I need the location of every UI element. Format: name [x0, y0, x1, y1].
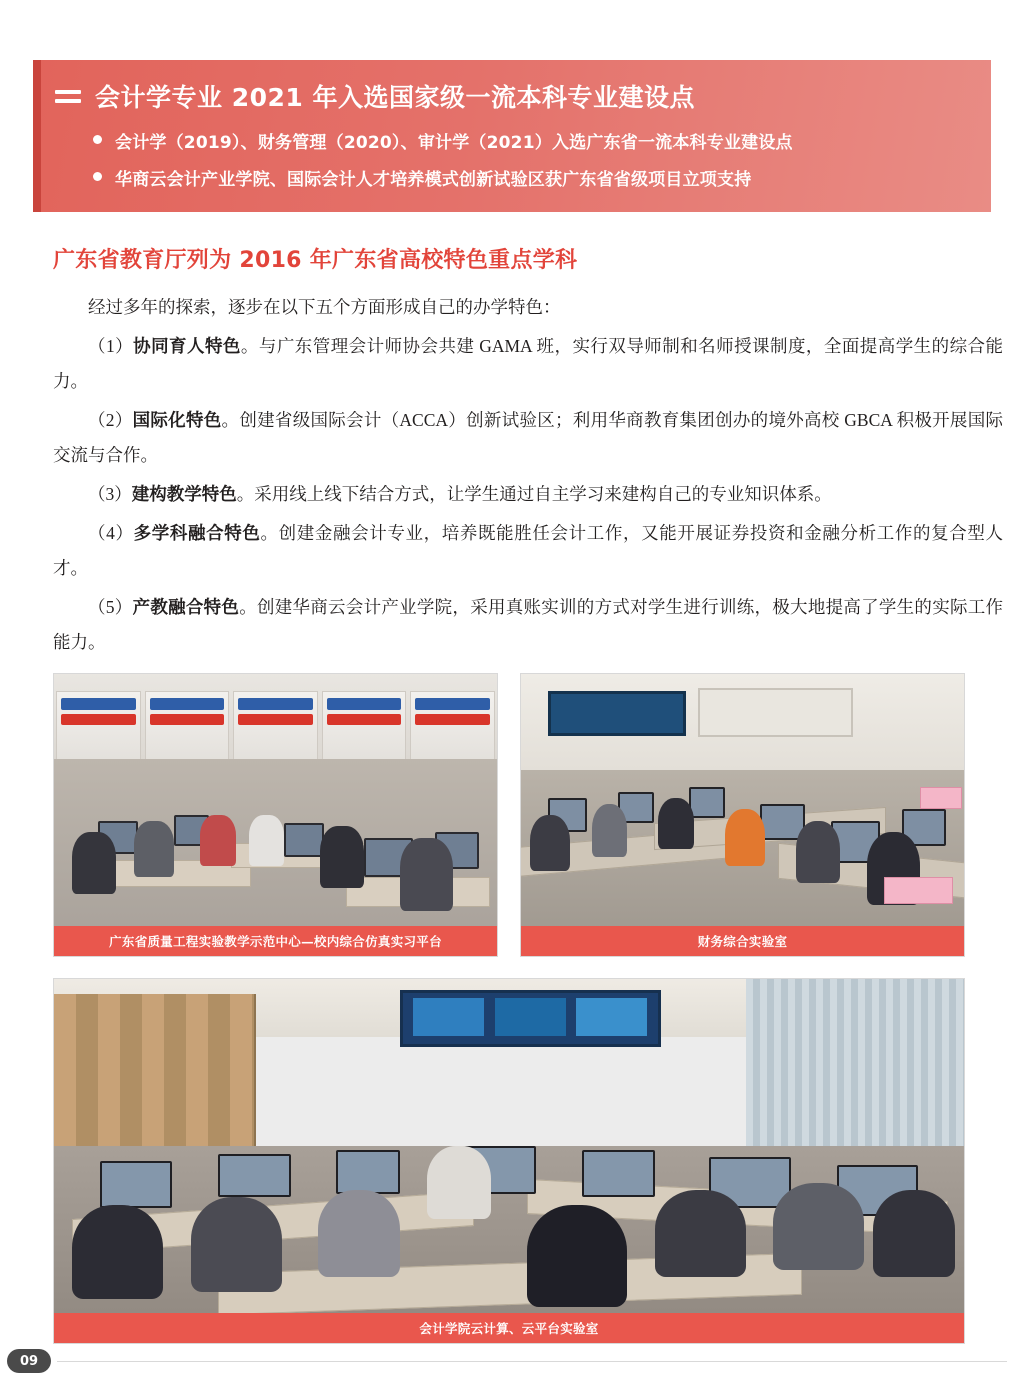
banner-bullet-item [93, 165, 793, 190]
banner-bullet-text: 华商云会计产业学院、国际会计人才培养模式创新试验区获广东省省级项目立项支持 [115, 170, 752, 190]
feature-index: （4） [88, 523, 134, 543]
banner-bullet-item [93, 128, 793, 153]
section-banner [33, 60, 991, 212]
feature-text: 。采用线上线下结合方式，让学生通过自主学习来建构自己的专业知识体系。 [236, 484, 832, 504]
feature-index: （2） [88, 410, 133, 430]
feature-text: 。创建金融会计专业，培养既能胜任会计工作，又能开展证券投资和金融分析工作的复合型人才。 [53, 523, 1003, 578]
banner-bullet-text: 会计学（2019）、财务管理（2020）、审计学（2021）入选广东省一流本科专业建设点 [115, 133, 793, 153]
feature-lead: 国际化特色 [132, 410, 222, 430]
page-number-badge: 09 [7, 1349, 51, 1373]
feature-text: 。创建华商云会计产业学院，采用真账实训的方式对学生进行训练，极大地提高了学生的实际工作能力。 [53, 597, 1004, 652]
banner-title: 会计学专业 2021 年入选国家级一流本科专业建设点 [95, 83, 695, 112]
feature-index: （1） [88, 336, 134, 356]
feature-lead: 协同育人特色 [133, 336, 241, 356]
bullet-dot-icon [93, 172, 102, 181]
photo-image [54, 979, 964, 1343]
feature-paragraph-2 [53, 403, 1003, 473]
feature-index: （3） [88, 484, 132, 504]
feature-paragraph-1 [53, 329, 1003, 399]
feature-paragraph-5 [53, 590, 1003, 660]
page-content [33, 0, 1024, 1389]
feature-lead: 产教融合特色 [132, 597, 240, 617]
banner-title-row [55, 78, 695, 114]
photo-caption: 财务综合实验室 [521, 926, 964, 956]
photo-caption: 广东省质量工程实验教学示范中心—校内综合仿真实习平台 [54, 926, 497, 956]
intro-paragraph: 经过多年的探索，逐步在以下五个方面形成自己的办学特色： [88, 297, 561, 317]
photo-simulation-platform [53, 673, 498, 957]
feature-text: 。创建省级国际会计（ACCA）创新试验区；利用华商教育集团创办的境外高校 GBCA 积极开展国际交流与合作。 [53, 410, 1004, 465]
banner-bullet-list [93, 128, 793, 202]
feature-index: （5） [88, 597, 133, 617]
photo-caption: 会计学院云计算、云平台实验室 [54, 1313, 964, 1343]
feature-paragraph-3 [53, 477, 1003, 512]
photo-image [54, 674, 497, 956]
section-body [53, 290, 1003, 664]
feature-paragraph-4 [53, 516, 1003, 586]
hamburger-icon [55, 85, 81, 107]
banner-accent-bar [33, 60, 41, 212]
photo-cloud-lab [53, 978, 965, 1344]
bullet-dot-icon [93, 135, 102, 144]
section-heading: 广东省教育厅列为 2016 年广东省高校特色重点学科 [53, 248, 578, 273]
scene-bank-counter [54, 674, 497, 956]
photo-finance-lab [520, 673, 965, 957]
scene-cloud-lab [54, 979, 964, 1343]
scene-computer-lab [521, 674, 964, 956]
feature-text: 。与广东管理会计师协会共建 GAMA 班，实行双导师制和名师授课制度，全面提高学生的综合能力。 [53, 336, 1004, 391]
footer-divider [57, 1361, 1007, 1362]
page-left-edge [0, 0, 33, 1389]
feature-lead: 建构教学特色 [131, 484, 237, 504]
photo-image [521, 674, 964, 956]
feature-lead: 多学科融合特色 [133, 523, 261, 543]
